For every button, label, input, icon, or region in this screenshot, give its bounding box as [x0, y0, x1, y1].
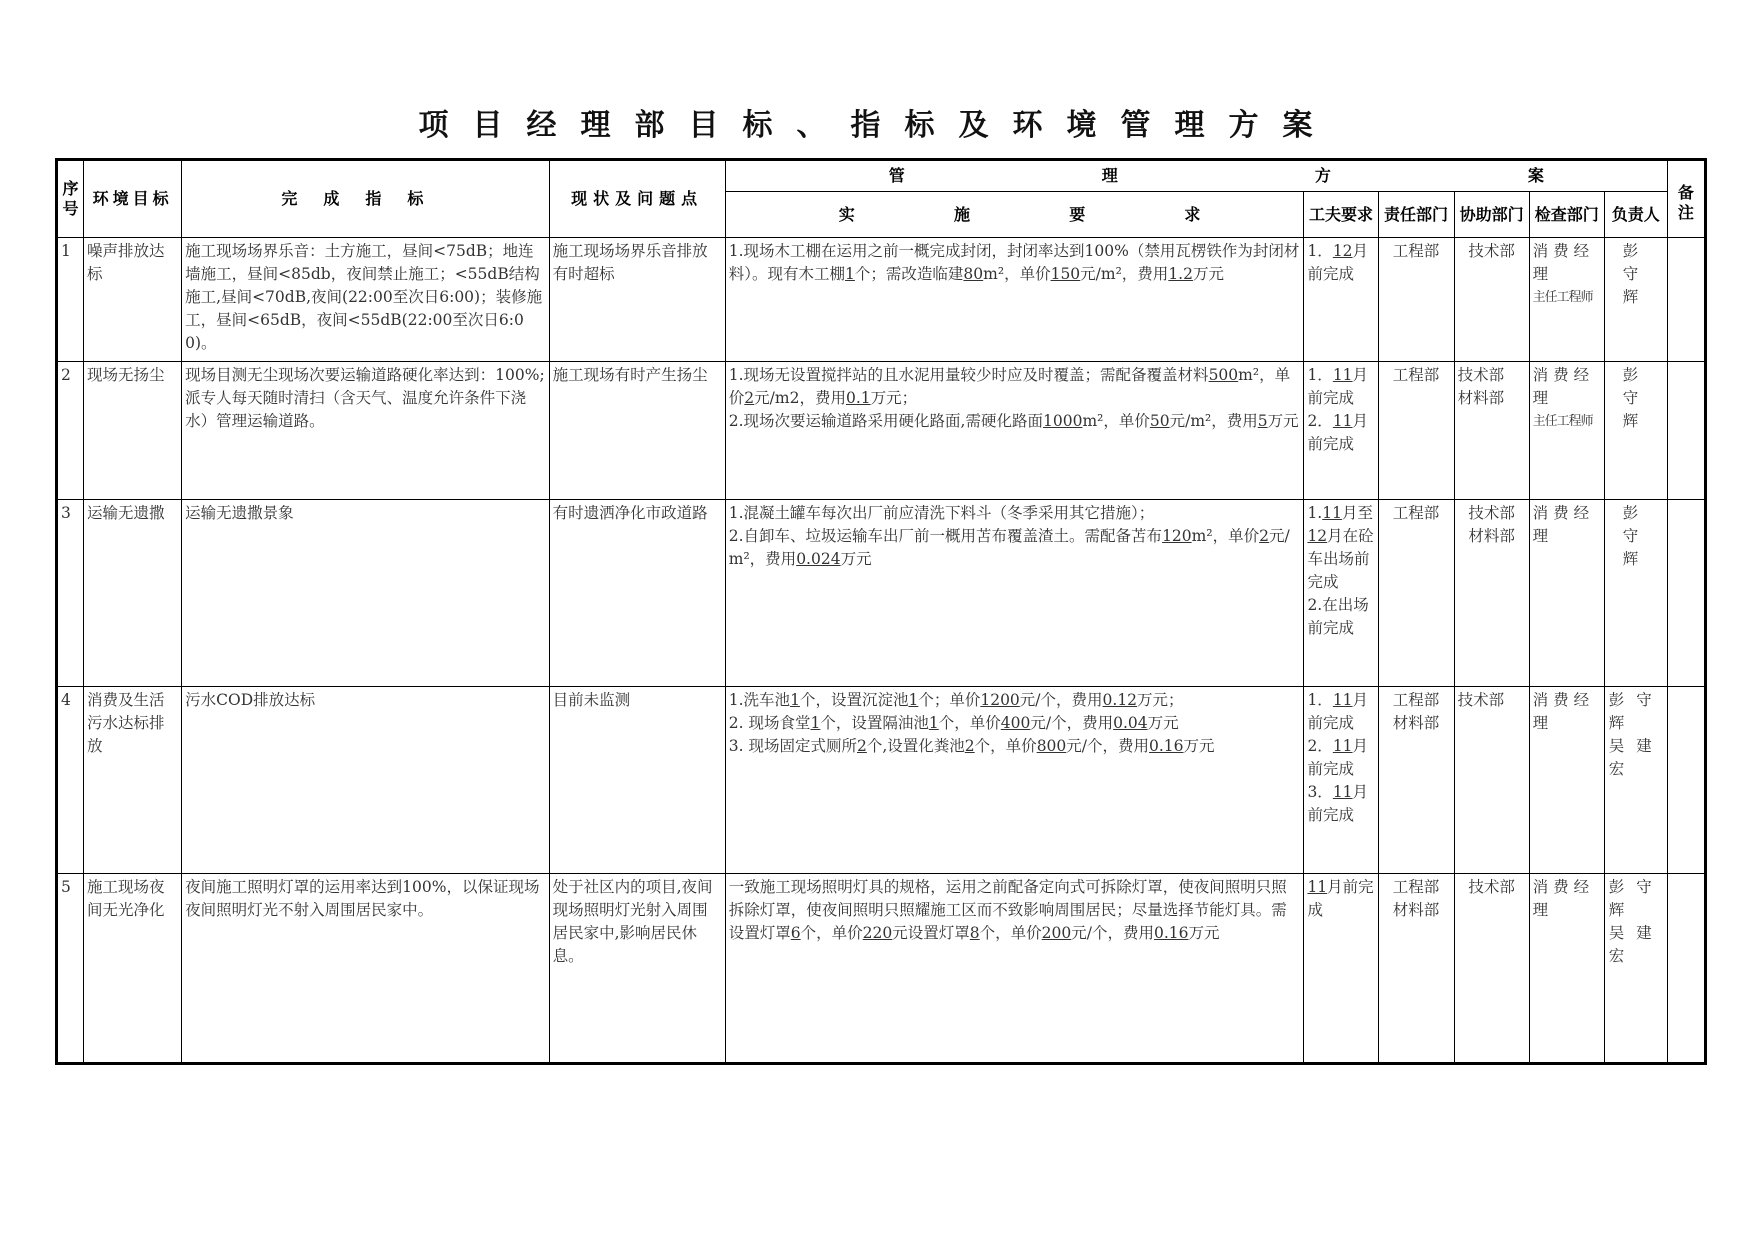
impl-text: m²，单价: [1082, 412, 1150, 431]
row-check-dept: [1529, 362, 1604, 500]
impl-value: 0.16: [1149, 736, 1184, 755]
row-check-dept: [1529, 238, 1604, 362]
impl-value: 1200: [980, 690, 1020, 709]
impl-text: 个，单价: [979, 923, 1042, 942]
header-person: 负责人: [1604, 192, 1667, 238]
impl-value: 220: [862, 923, 893, 942]
row-status: 处于社区内的项目,夜间现场照明灯光射入周围居民家中,影响居民休息。: [549, 873, 725, 1063]
header-plan-char: 理: [1101, 166, 1118, 186]
header-impl-char: 求: [1184, 204, 1201, 224]
person-text: 吴建宏: [1608, 736, 1664, 778]
resp-dept-text: 工程部: [1392, 690, 1440, 709]
time-value: 11: [1322, 504, 1342, 523]
person-text: 吴建宏: [1608, 923, 1664, 965]
row-time: [1304, 362, 1378, 500]
row-assist-dept: 技术部: [1454, 873, 1529, 1063]
time-text: 月在砼车出场前完成: [1307, 527, 1374, 592]
impl-value: 1: [790, 690, 800, 709]
impl-text: 个，单价: [800, 923, 863, 942]
impl-text: 个；单价: [918, 690, 981, 709]
impl-value: 0.16: [1154, 923, 1189, 942]
impl-text: 万元；: [870, 389, 918, 408]
impl-text: 个；需改造临建: [854, 265, 964, 284]
row-seq: 2: [57, 362, 84, 500]
impl-text: 个，设置隔油池: [820, 713, 929, 732]
row-remark: [1667, 686, 1705, 873]
person-text: 彭守辉: [1608, 690, 1664, 732]
row-indicator: 运输无遗撒景象: [182, 500, 549, 686]
time-text: 1．: [1307, 242, 1333, 261]
impl-text: 1.洗车池: [728, 690, 791, 709]
header-check-dept: 检查部门: [1529, 192, 1604, 238]
impl-text: 元/m²，费用: [728, 527, 1290, 569]
row-person: 彭守辉: [1604, 238, 1667, 362]
impl-value: 50: [1149, 412, 1170, 431]
time-text: 1．: [1307, 690, 1333, 709]
header-management-plan: [725, 160, 1667, 192]
time-text: 2.在出场前完成: [1307, 596, 1369, 638]
impl-text: 万元: [1267, 412, 1299, 431]
impl-text: 3. 现场固定式厕所: [728, 736, 857, 755]
row-seq: 5: [57, 873, 84, 1063]
row-time: [1304, 686, 1378, 873]
impl-value: 2: [1259, 527, 1269, 546]
row-implementation: [725, 686, 1304, 873]
page-title: 项目经理部目标、指标及环境管理方案: [418, 108, 1337, 143]
impl-value: 200: [1041, 923, 1072, 942]
row-assist-dept: 技术部: [1454, 686, 1529, 873]
header-resp-dept: 责任部门: [1378, 192, 1454, 238]
row-implementation: [725, 500, 1304, 686]
impl-text: 元/m²，费用: [1080, 265, 1169, 284]
impl-text: 个,设置化粪池: [866, 736, 965, 755]
row-implementation: [725, 873, 1304, 1063]
assist-dept-text: 技术部: [1468, 504, 1515, 523]
impl-text: 个，设置沉淀池: [799, 690, 909, 709]
impl-value: 1: [928, 713, 939, 732]
header-plan-char: 方: [1314, 166, 1331, 186]
indicator-text: 现场目测无尘现场次要运输道路硬化率达到：100%;: [185, 366, 545, 385]
time-value: 11: [1307, 877, 1328, 896]
impl-value: 500: [1208, 366, 1239, 385]
impl-value: 5: [1257, 412, 1268, 431]
impl-value: 2: [744, 389, 755, 408]
row-resp-dept: [1378, 686, 1454, 873]
row-goal: 现场无扬尘: [84, 362, 182, 500]
row-status: 施工现场场界乐音排放有时超标: [549, 238, 725, 362]
row-check-dept: [1529, 873, 1604, 1063]
impl-value: 150: [1050, 265, 1081, 284]
header-impl-char: 要: [1069, 204, 1086, 224]
time-value: 11: [1332, 736, 1353, 755]
header-seq: 序号: [57, 160, 84, 238]
row-implementation: [725, 238, 1304, 362]
row-goal: 运输无遗撒: [84, 500, 182, 686]
time-text: 月前完成: [1307, 736, 1369, 778]
header-indicator: 完成指标: [182, 160, 549, 238]
impl-value: 1: [810, 713, 821, 732]
impl-text: 1.现场木工棚在运用之前一概完成封闭，封闭率达到100%（禁用瓦楞铁作为封闭材料）。现有木工棚: [728, 242, 1300, 284]
time-value: 11: [1332, 690, 1353, 709]
row-time: [1304, 238, 1378, 362]
impl-text: 元/个，费用: [1030, 713, 1114, 732]
check-dept-text: 消费经理: [1532, 877, 1595, 919]
resp-dept-text: 材料部: [1392, 900, 1440, 919]
row-status: 目前未监测: [549, 686, 725, 873]
impl-text: m²，单价: [983, 265, 1051, 284]
impl-value: 120: [1162, 527, 1192, 546]
impl-value: 800: [1036, 736, 1067, 755]
row-person: 彭守辉: [1604, 362, 1667, 500]
indicator-text: 派专人每天随时清扫（含天气、温度允许条件下浇水）管理运输道路。: [185, 389, 527, 431]
header-plan-char: 管: [888, 166, 905, 186]
row-remark: [1667, 362, 1705, 500]
header-implementation: [725, 192, 1304, 238]
impl-text: 元/m2，费用: [754, 389, 846, 408]
assist-dept-text: 材料部: [1457, 389, 1505, 408]
impl-text: m²，单价: [1191, 527, 1260, 546]
impl-text: 个，单价: [974, 736, 1037, 755]
impl-text: 元/个，费用: [1019, 690, 1103, 709]
time-text: 月前完成: [1307, 782, 1369, 824]
impl-value: 0.04: [1113, 713, 1148, 732]
row-resp-dept: 工程部: [1378, 238, 1454, 362]
row-person: 彭守辉: [1604, 500, 1667, 686]
impl-text: 万元: [1183, 736, 1215, 755]
time-text: 月前完成: [1307, 366, 1369, 408]
impl-value: 1: [908, 690, 919, 709]
row-goal: 消费及生活污水达标排放: [84, 686, 182, 873]
check-dept-text: 消费经理: [1532, 366, 1595, 408]
time-text: 月前完成: [1307, 412, 1369, 454]
header-assist-dept: 协助部门: [1454, 192, 1529, 238]
check-dept-text: 消费经理: [1532, 242, 1595, 284]
impl-text: 万元: [840, 550, 872, 569]
row-resp-dept: 工程部: [1378, 500, 1454, 686]
time-text: 1.: [1307, 504, 1323, 523]
impl-text: 元/个，费用: [1071, 923, 1154, 942]
time-value: 12: [1332, 242, 1353, 261]
time-text: 2．: [1307, 736, 1333, 755]
header-time-req: 工夫要求: [1304, 192, 1378, 238]
row-indicator: [182, 362, 549, 500]
table-row: [57, 500, 1706, 686]
row-remark: [1667, 238, 1705, 362]
impl-text: m²，单价: [728, 366, 1291, 408]
header-plan-char: 案: [1527, 166, 1544, 186]
assist-dept-text: 技术部: [1457, 366, 1505, 385]
person-text: 彭守辉: [1608, 877, 1664, 919]
row-seq: 1: [57, 238, 84, 362]
resp-dept-text: 材料部: [1392, 713, 1440, 732]
header-status: 现状及问题点: [549, 160, 725, 238]
impl-value: 80: [963, 265, 984, 284]
time-value: 11: [1332, 782, 1353, 801]
time-value: 11: [1332, 412, 1353, 431]
time-text: 月前完成: [1307, 242, 1369, 284]
row-assist-dept: [1454, 500, 1529, 686]
time-value: 12: [1307, 527, 1328, 546]
row-goal: 噪声排放达标: [84, 238, 182, 362]
row-remark: [1667, 500, 1705, 686]
row-implementation: [725, 362, 1304, 500]
row-indicator: 污水COD排放达标: [182, 686, 549, 873]
time-text: 月前完成: [1307, 690, 1369, 732]
assist-dept-text: 材料部: [1468, 527, 1515, 546]
row-seq: 3: [57, 500, 84, 686]
impl-value: 0.1: [845, 389, 871, 408]
time-value: 11: [1332, 366, 1353, 385]
row-person: [1604, 686, 1667, 873]
table-row: [57, 686, 1706, 873]
impl-text: 元/m²，费用: [1169, 412, 1258, 431]
impl-text: 2. 现场食堂: [728, 713, 811, 732]
impl-text: 1.现场无设置搅拌站的且水泥用量较少时应及时覆盖；需配备覆盖材料: [728, 366, 1209, 385]
impl-text: 万元；: [1137, 690, 1184, 709]
resp-dept-text: 工程部: [1392, 877, 1440, 896]
header-impl-char: 施: [953, 204, 970, 224]
impl-value: 0.12: [1102, 690, 1138, 709]
row-resp-dept: [1378, 873, 1454, 1063]
impl-value: 1000: [1042, 412, 1083, 431]
impl-text: 万元: [1192, 265, 1224, 284]
environment-plan-table: [55, 158, 1707, 1065]
row-goal: 施工现场夜间无光净化: [84, 873, 182, 1063]
impl-text: 个，单价: [938, 713, 1001, 732]
check-dept-text: 主任工程师: [1532, 414, 1593, 430]
impl-text: 万元: [1188, 923, 1220, 942]
row-person: [1604, 873, 1667, 1063]
impl-value: 2: [856, 736, 867, 755]
impl-text: 2.自卸车、垃圾运输车出厂前一概用苫布覆盖渣土。需配备苫布: [728, 527, 1163, 546]
row-assist-dept: 技术部: [1454, 238, 1529, 362]
time-text: 3．: [1307, 782, 1333, 801]
impl-text: 1.混凝土罐车每次出厂前应清洗下料斗（冬季采用其它措施）；: [728, 504, 1155, 523]
row-remark: [1667, 873, 1705, 1063]
check-dept-text: 消费经理: [1532, 504, 1595, 546]
check-dept-text: 主任工程师: [1532, 290, 1593, 306]
impl-text: 万元: [1147, 713, 1179, 732]
row-time: [1304, 500, 1378, 686]
time-text: 月前完成: [1307, 877, 1374, 919]
row-assist-dept: [1454, 362, 1529, 500]
row-indicator: 夜间施工照明灯罩的运用率达到100%，以保证现场夜间照明灯光不射入周围居民家中。: [182, 873, 549, 1063]
header-remark: 备注: [1667, 160, 1705, 238]
table-row: [57, 238, 1706, 362]
header-impl-char: 实: [838, 204, 855, 224]
row-check-dept: [1529, 500, 1604, 686]
impl-text: 元设置灯罩: [892, 923, 970, 942]
impl-text: 2.现场次要运输道路采用硬化路面,需硬化路面: [728, 412, 1043, 431]
check-dept-text: 消费经理: [1532, 690, 1595, 732]
impl-value: 6: [790, 923, 801, 942]
time-text: 1．: [1307, 366, 1333, 385]
row-status: 有时遗洒净化市政道路: [549, 500, 725, 686]
impl-value: 1: [845, 265, 855, 284]
time-text: 2．: [1307, 412, 1333, 431]
table-row: [57, 873, 1706, 1063]
impl-value: 2: [964, 736, 975, 755]
time-text: 月至: [1341, 504, 1373, 523]
row-seq: 4: [57, 686, 84, 873]
row-status: 施工现场有时产生扬尘: [549, 362, 725, 500]
header-env-goal: 环境目标: [84, 160, 182, 238]
impl-text: 一致施工现场照明灯具的规格，运用之前配备定向式可拆除灯罩，使夜间照明只照拆除灯罩，使夜间照明只照耀施工区而不致影响周围居民；尽量选择节能灯具。需设置灯罩: [728, 877, 1287, 942]
table-row: [57, 362, 1706, 500]
row-check-dept: [1529, 686, 1604, 873]
impl-value: 1.2: [1168, 265, 1193, 284]
impl-value: 0.024: [796, 550, 841, 569]
impl-value: 8: [969, 923, 980, 942]
row-time: [1304, 873, 1378, 1063]
impl-text: 元/个，费用: [1066, 736, 1150, 755]
impl-value: 400: [1000, 713, 1031, 732]
row-indicator: 施工现场场界乐音：土方施工，昼间<75dB；地连墙施工，昼间<85db，夜间禁止施工；<55dB结构施工,昼间<70dB,夜间(22:00至次日6:00)；装修施工，昼间<65dB，夜间<55dB(22:00至次日6:00)。: [182, 238, 549, 362]
row-resp-dept: 工程部: [1378, 362, 1454, 500]
